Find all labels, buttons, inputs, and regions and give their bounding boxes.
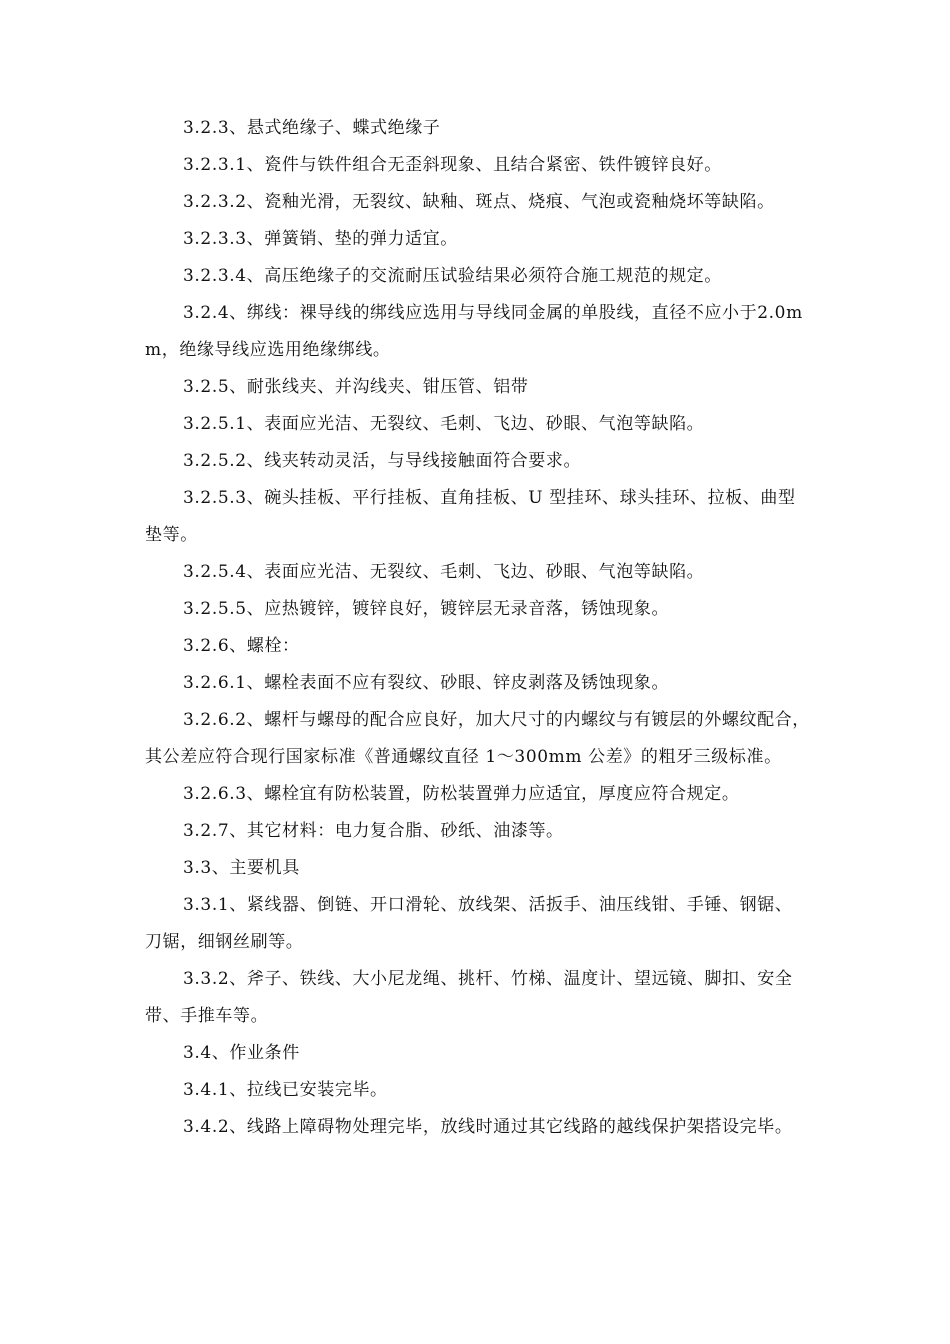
paragraph-3-2-3-4: 3.2.3.4、高压绝缘子的交流耐压试验结果必须符合施工规范的规定。 xyxy=(183,266,722,286)
paragraph-3-2-5-3: 3.2.5.3、碗头挂板、平行挂板、直角挂板、U 型挂环、球头挂环、拉板、曲型垫等。 xyxy=(145,488,796,545)
document-body xyxy=(145,110,810,1146)
paragraph-3-2-6-2: 3.2.6.2、螺杆与螺母的配合应良好，加大尺寸的内螺纹与有镀层的外螺纹配合，其公差应符合现行国家标准《普通螺纹直径 1～300mm 公差》的粗牙三级标准。 xyxy=(145,710,810,767)
paragraph-3-2-5-5: 3.2.5.5、应热镀锌，镀锌良好，镀锌层无录音落，锈蚀现象。 xyxy=(183,599,670,619)
paragraph-3-2-4: 3.2.4、绑线：裸导线的绑线应选用与导线同金属的单股线，直径不应小于2.0mm，绝缘导线应选用绝缘绑线。 xyxy=(145,303,803,360)
paragraph-3-2-5-1: 3.2.5.1、表面应光洁、无裂纹、毛刺、飞边、砂眼、气泡等缺陷。 xyxy=(183,414,705,434)
paragraph-3-2-3-3: 3.2.3.3、弹簧销、垫的弹力适宜。 xyxy=(183,229,458,249)
paragraph-3-2-6-1: 3.2.6.1、螺栓表面不应有裂纹、砂眼、锌皮剥落及锈蚀现象。 xyxy=(183,673,670,693)
paragraph-3-2-3-1: 3.2.3.1、瓷件与铁件组合无歪斜现象、且结合紧密、铁件镀锌良好。 xyxy=(183,155,722,175)
paragraph-3-2-5: 3.2.5、耐张线夹、并沟线夹、钳压管、铝带 xyxy=(183,377,529,397)
paragraph-3-2-6: 3.2.6、螺栓： xyxy=(183,636,300,656)
paragraph-3-2-5-2: 3.2.5.2、线夹转动灵活，与导线接触面符合要求。 xyxy=(183,451,582,471)
paragraph-3-4-2: 3.4.2、线路上障碍物处理完毕，放线时通过其它线路的越线保护架搭设完毕。 xyxy=(183,1117,793,1137)
paragraph-3-3-2: 3.3.2、斧子、铁线、大小尼龙绳、挑杆、竹梯、温度计、望远镜、脚扣、安全带、手推车等。 xyxy=(145,969,793,1026)
paragraph-3-4: 3.4、作业条件 xyxy=(183,1043,300,1063)
paragraph-3-2-7: 3.2.7、其它材料：电力复合脂、砂纸、油漆等。 xyxy=(183,821,564,841)
paragraph-3-2-3-2: 3.2.3.2、瓷釉光滑，无裂纹、缺釉、斑点、烧痕、气泡或瓷釉烧坏等缺陷。 xyxy=(183,192,775,212)
paragraph-3-3: 3.3、主要机具 xyxy=(183,858,300,878)
paragraph-3-3-1: 3.3.1、紧线器、倒链、开口滑轮、放线架、活扳手、油压线钳、手锤、钢锯、刀锯，细钢丝刷等。 xyxy=(145,895,793,952)
paragraph-3-4-1: 3.4.1、拉线已安装完毕。 xyxy=(183,1080,388,1100)
paragraph-3-2-5-4: 3.2.5.4、表面应光洁、无裂纹、毛刺、飞边、砂眼、气泡等缺陷。 xyxy=(183,562,705,582)
paragraph-3-2-6-3: 3.2.6.3、螺栓宜有防松装置，防松装置弹力应适宜，厚度应符合规定。 xyxy=(183,784,740,804)
paragraph-3-2-3: 3.2.3、悬式绝缘子、蝶式绝缘子 xyxy=(183,118,441,138)
